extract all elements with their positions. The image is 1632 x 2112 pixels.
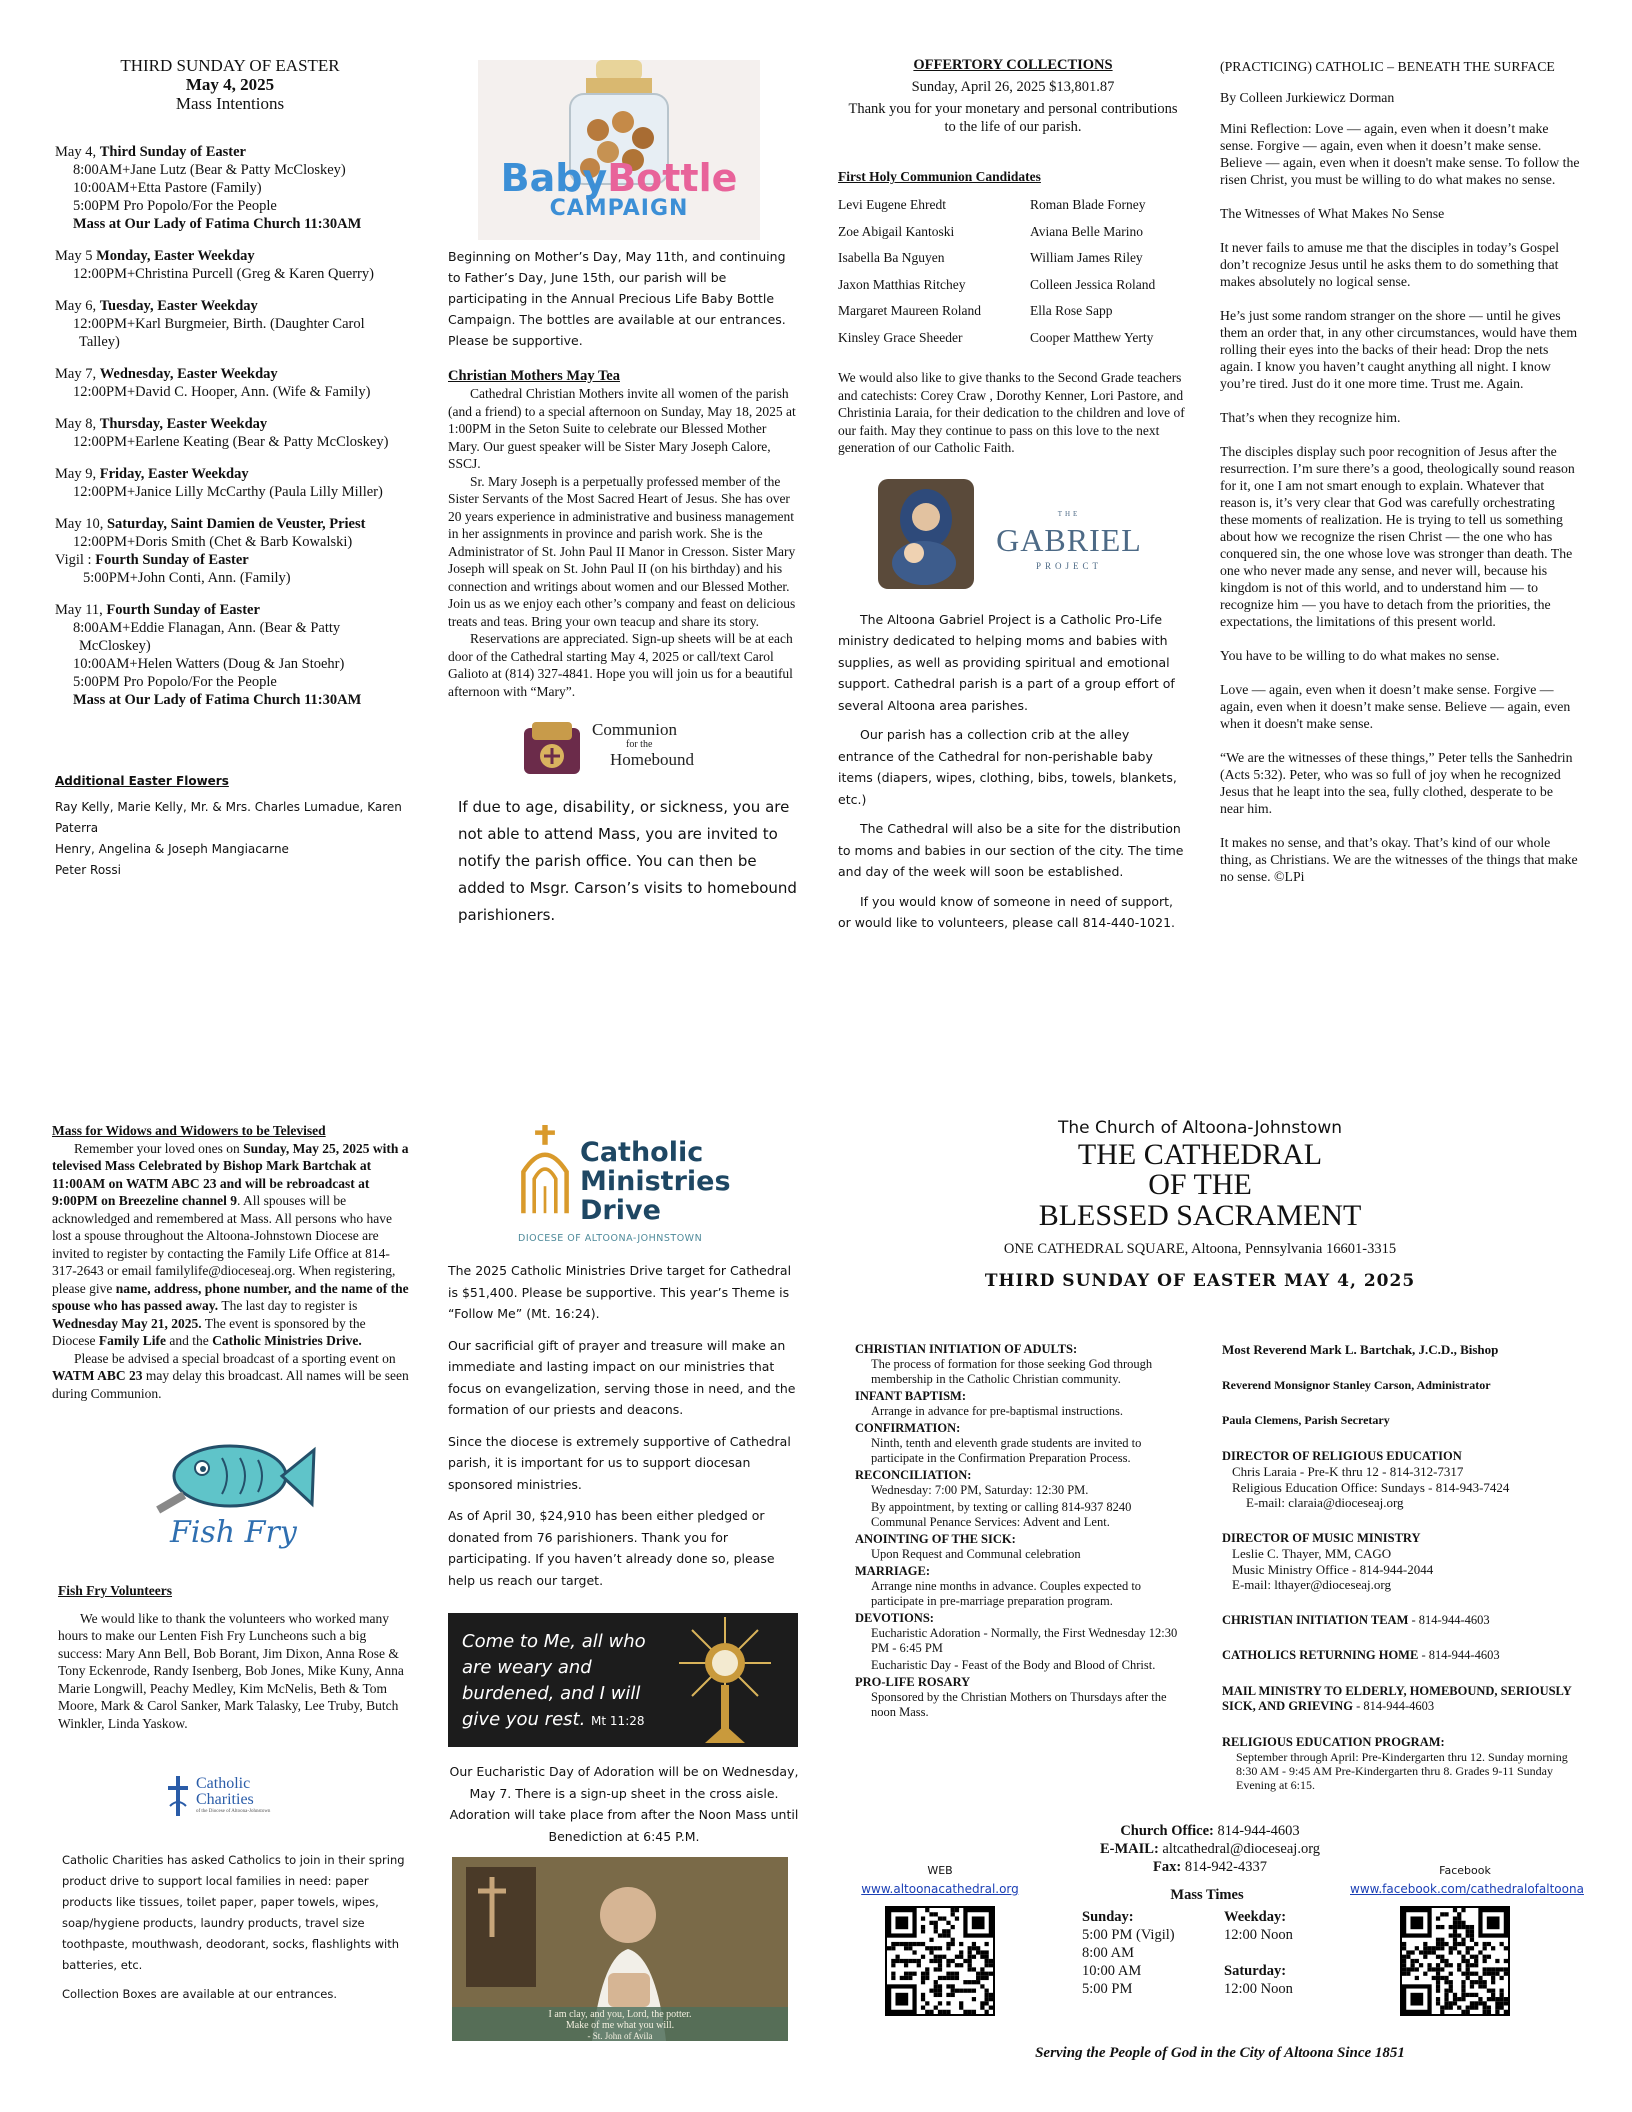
intention-day-name: Third Sunday of Easter [99,144,246,160]
intention-day [55,143,405,161]
email-line [1050,1840,1370,1858]
reflection-title: (PRACTICING) CATHOLIC – BENEATH THE SURFACE [1220,59,1555,74]
reflection-paragraph: It makes no sense, and that’s okay. That’s kind of our whole thing, as Christians. We are the witnesses of the things that make no sense. ©LPi [1220,835,1578,884]
ministries-line3: Drive [580,1195,661,1226]
intention-line: 5:00PM+John Conti, Ann. (Family) [83,570,291,586]
charities-text: Catholic Charities has asked Catholics to join in their spring product drive to support local families in need: paper products like tissues, toilet paper, paper towels, wipes, soap/hygiene products, laundry products, travel size toothpaste, mouthwash, deodorant, socks, flashlights with batteries, etc. [62,1853,405,1972]
ministries-p2: Our sacrificial gift of prayer and treasure will make an immediate and lasting impact on our ministries that focus on evangelization, serving those in need, and the formation of our priests and deacons. [448,1337,796,1417]
widows-text-bold: WATM ABC 23 [52,1368,143,1383]
widows-text [52,1140,412,1350]
footer-tagline: Serving the People of God in the City of Altoona Since 1851 [1035,2045,1405,2061]
offertory-amount: Sunday, April 26, 2025 $13,801.87 [911,79,1115,95]
sacrament-line: Ninth, tenth and eleventh grade students are invited to participate in the Confirmation Preparation Process. [871,1436,1142,1465]
music-line: Music Ministry Office - 814-944-2044 [1232,1561,1434,1577]
office-line [1050,1822,1370,1840]
intention-line: 12:00PM+Janice Lilly McCarthy (Paula Lilly Miller) [73,484,383,500]
sunday-time: 10:00 AM [1082,1963,1142,1979]
sacrament-line: Arrange in advance for pre-baptismal instructions. [871,1404,1123,1418]
homebound-line3: Homebound [610,750,695,769]
cross-icon [168,1776,188,1816]
intention-day-name: Thursday, Easter Weekday [99,416,268,432]
cathedral-masthead [850,1118,1580,1290]
reflection-body [1220,120,1580,885]
widows-text-part: The last day to register is [218,1298,358,1313]
intention-line: 5:00PM Pro Popolo/For the People [73,674,277,690]
charities-text-2: Collection Boxes are available at our entrances. [62,1987,338,2001]
ministries-p1: The 2025 Catholic Ministries Drive target for Cathedral is $51,400. Please be supportive. This year’s Theme is “Follow Me” (Mt. 16:24). [448,1263,792,1321]
rep-line: September through April: Pre-Kindergarten thru 12. Sunday morning 8:30 AM - 9:45 AM Pre-Kindergarten thru 8. Grades 9-11 Sunday Evening at 6:15. [1236,1750,1568,1792]
intentions-date: May 4, 2025 [185,75,275,94]
facebook-label: Facebook [1439,1864,1491,1877]
intention-entry [55,365,405,401]
charities-line2: Charities [196,1791,254,1808]
intentions-subheading: Mass Intentions [175,94,285,113]
communion-candidates [838,168,1188,457]
candidate-name: Levi Eugene Ehredt [838,197,946,212]
facebook-qr-block [1350,1862,1584,2016]
ministries-p3: Since the diocese is extremely supportive of Cathedral parish, it is important for us to support diocesan sponsored ministries. [448,1433,791,1492]
dre-line: E-mail: claraia@dioceseaj.org [1246,1495,1404,1510]
gabriel-p3: The Cathedral will also be a site for the distribution to moms and babies in our section of the city. The time and day of the week will soon be established. [838,821,1184,879]
adoration-text: Our Eucharistic Day of Adoration will be on Wednesday, May 7. There is a sign-up sheet in the cross aisle. Adoration will take place from after the Noon Mass until Benediction at 6:45 P.M. [449,1764,799,1844]
sacrament-line: Sponsored by the Christian Mothers on Thursdays after the noon Mass. [871,1690,1167,1719]
sacrament-line: Wednesday: 7:00 PM, Saturday: 12:30 PM. [871,1483,1089,1497]
intention-day [55,365,405,383]
sacrament-label: INFANT BAPTISM: [855,1389,967,1403]
adoration-banner [448,1613,798,1747]
intention-line: 12:00PM+Earlene Keating (Bear & Patty McCloskey) [73,434,389,450]
widows-text-part: The event is sponsored by the Diocese [52,1315,366,1348]
intention-line: 5:00PM Pro Popolo/For the People [73,198,277,214]
candidate-name: Margaret Maureen Roland [838,303,981,318]
intention-bold-line: Mass at Our Lady of Fatima Church 11:30AM [73,216,362,232]
widows-text-part: Please be advised a special broadcast of a sporting event on [74,1350,396,1366]
gabriel-project: PROJECT [1035,560,1102,571]
fish-fry-heading: Fish Fry Volunteers [58,1583,173,1598]
reflection-paragraph: The disciples display such poor recognition of Jesus after the resurrection. I’m sure there’s a good, theologically sound reason for it, one I am not smart enough to explain. Whatever that reason is, it’s very clear that God was carefully orchestrating these moments of realization. He is trying to tell us something about how we recognize the risen Christ — the one who has conquered sin, the one whose love was stronger than death. The one who never made any sense, and never will, because his kingdom is not of this world, and to understand him — to recognize him — you have to detach from the priorities, the expectations, the limitations of this present world. [1220,444,1575,629]
dre-line: Religious Education Office: Sundays - 814-943-7424 [1232,1479,1510,1495]
staff-directory [1222,1342,1582,1792]
cathedral-name2: OF THE [1148,1168,1252,1201]
gabriel-name: GABRIEL [996,521,1142,558]
catholic-charities-logo [168,1776,328,1822]
intention-line: 10:00AM+Etta Pastore (Family) [73,180,262,196]
reflection-paragraph: You have to be willing to do what makes no sense. [1220,648,1500,663]
gabriel-the: THE [1057,509,1081,518]
candidate-name: Cooper Matthew Yerty [1030,329,1154,345]
cathedral-name3: BLESSED SACRAMENT [1038,1199,1362,1232]
crh-label: CATHOLICS RETURNING HOME [1222,1648,1419,1662]
web-label: WEB [927,1864,953,1877]
sacrament-label: MARRIAGE: [855,1564,930,1578]
rep-label: RELIGIOUS EDUCATION PROGRAM: [1222,1734,1445,1749]
cathedral-name1: THE CATHEDRAL [1077,1138,1323,1171]
email-label: E-MAIL: [1099,1841,1159,1857]
flowers-line: Peter Rossi [55,863,122,877]
intention-line: 8:00AM+Jane Lutz (Bear & Patty McCloskey) [73,162,346,178]
intention-day [55,601,405,619]
widows-text-bold: name, address, phone number, and the name of the spouse who has passed away. [52,1280,409,1313]
reflection-paragraph: He’s just some random stranger on the shore — until he gives them an order that, in any other circumstances, would have them rolling their eyes into the backs of their head: Drop the nets again. I know you haven’t caught anything all night. I know you’re tired. Just do it one more time. Trust me. Again. [1220,308,1578,391]
intention-entry [55,247,405,283]
sunday-time: 8:00 AM [1082,1945,1134,1961]
sunday-time: 5:00 PM [1082,1981,1133,1997]
cathedral-address: ONE CATHEDRAL SQUARE, Altoona, Pennsylvania 16601-3315 [1003,1241,1397,1257]
intention-entry [55,415,405,451]
sunday-label: Sunday: [1082,1909,1134,1925]
widows-text-bold: Wednesday May 21, 2025. [52,1315,202,1331]
fax-label: Fax: [1153,1859,1182,1875]
candidate-name: Jaxon Matthias Ritchey [838,276,966,292]
contact-block [1050,1822,1370,1876]
flowers-line: Henry, Angelina & Joseph Mangiacarne [55,842,289,856]
sacrament-label: CONFIRMATION: [855,1421,961,1435]
email-value: altcathedral@dioceseaj.org [1158,1841,1321,1857]
web-qr-block [860,1862,1020,2016]
intention-entry [55,143,405,233]
widows-text-bold: Sunday, May 25, 2025 with a televised Mass Celebrated by Bishop Mark Bartchak at 11:00AM on WATM ABC 23 and will be rebroadcast at 9:00PM on Breezeline channel 9 [52,1140,409,1208]
intention-entry [55,465,405,501]
mass-intentions [55,56,405,881]
logo-campaign: CAMPAIGN [549,196,689,221]
weekday-time: 12:00 Noon [1224,1927,1293,1943]
web-link[interactable]: www.altoonacathedral.org [861,1882,1019,1896]
intention-day [55,415,405,433]
widows-text-part: Remember your loved ones on [74,1140,244,1156]
mass-times-label: Mass Times [1170,1887,1244,1903]
charities-line1: Catholic [196,1775,251,1792]
widows-text-part: may delay this broadcast. All names will be seen during Communion. [52,1368,409,1401]
intention-entry [55,601,405,709]
intention-line: 10:00AM+Helen Watters (Doug & Jan Stoehr) [73,656,345,672]
weekday-label: Weekday: [1224,1909,1287,1925]
saturday-label: Saturday: [1224,1963,1287,1979]
qr-icon [1402,1908,1508,2014]
logo-bottle: Bottle [607,156,738,200]
widows-text-bold: Catholic Ministries Drive. [212,1333,362,1348]
fish-fry-text: We would like to thank the volunteers who worked many hours to make our Lenten Fish Fry Luncheons such a big success: Mary Ann Bell, Bob Borant, Jim Dixon, Anna Rose & Tony Eckenrode, Randy Isenberg, Bob Jones, Mike Kuny, Anna Marie Longwill, Peachy Medley, Kim McNelis, Beth & Tom Moore, Mark & Carol Sanker, Mark Talasky, Lee Truby, Butch Winkler, Linda Yaskow. [58,1610,404,1731]
mail-ministry-line [1222,1684,1582,1715]
fish-fry-logo [152,1428,322,1568]
sacrament-line: Arrange nine months in advance. Couples expected to participate in pre-marriage preparation program. [871,1579,1142,1608]
ministries-p4: As of April 30, $24,910 has been either pledged or donated from 76 parishioners. Thank you for participating. If you haven’t already done so, please help us reach our target. [448,1508,775,1588]
candidate-name: Colleen Jessica Roland [1030,276,1156,292]
sacrament-line: Eucharistic Day - Feast of the Body and Blood of Christ. [871,1658,1156,1672]
reflection-paragraph: Mini Reflection: Love — again, even when it doesn’t make sense. Forgive — again, even when it doesn’t make sense. Believe — again, even when it doesn't make sense. To follow the risen Christ, you must be willing to do what makes no sense. [1220,121,1580,187]
fish-icon [152,1428,322,1528]
intention-day [55,515,405,533]
intention-day-name: Wednesday, Easter Weekday [99,366,278,382]
homebound-line2: for the [626,739,653,750]
intention-date: May 5 [55,248,97,264]
charities-line3: of the Diocese of Altoona-Johnstown [196,1809,271,1814]
baby-bottle-text: Beginning on Mother’s Day, May 11th, and continuing to Father’s Day, June 15th, our parish will be participating in the Annual Precious Life Baby Bottle Campaign. The bottles are available at our entrances. Please be supportive. [448,249,786,348]
ministries-line1: Catholic [580,1137,704,1168]
intentions-heading: THIRD SUNDAY OF EASTER [120,56,340,75]
staff-bishop: Most Reverend Mark L. Bartchak, J.C.D., Bishop [1222,1342,1499,1357]
ministries-line2: Ministries [580,1166,731,1197]
quote-line3: - St. John of Avila [587,2031,653,2041]
homebound-text: If due to age, disability, or sickness, you are not able to attend Mass, you are invited to notify the parish office. You can then be added to Msgr. Carson’s visits to homebound parishioners. [458,798,797,924]
madonna-icon [878,479,974,589]
candidates-left [838,192,1030,351]
gabriel-p2: Our parish has a collection crib at the alley entrance of the Cathedral for non-perishable baby items (diapers, wipes, clothing, bibs, towels, blankets, etc.) [838,727,1177,807]
reflection-byline: By Colleen Jurkiewicz Dorman [1220,90,1395,105]
intention-date: May 10, [55,516,107,532]
intention-date: May 11, [55,602,107,618]
cit-line [1222,1613,1582,1629]
dre-line: Chris Laraia - Pre-K thru 12 - 814-312-7317 [1232,1464,1464,1479]
intention-date: May 8, [55,416,100,432]
candidate-name: Aviana Belle Marino [1030,223,1143,239]
intention-date: May 6, [55,298,100,314]
reflection-paragraph: It never fails to amuse me that the disciples in today’s Gospel don’t recognize Jesus until he asks them to do something that makes absolutely no logical sense. [1220,240,1560,289]
sacraments [855,1342,1185,1722]
mothers-tea [448,367,798,700]
sacrament-label: ANOINTING OF THE SICK: [855,1532,1016,1546]
intention-line: 12:00PM+Doris Smith (Chet & Barb Kowalski) [73,534,353,550]
sacrament-line: The process of formation for those seeking God through membership in the Catholic Christian community. [871,1357,1153,1386]
intention-line: 12:00PM+Karl Burgmeier, Birth. (Daughter Carol Talley) [73,316,365,350]
intention-day-name: Saturday, Saint Damien de Veuster, Priest [106,516,366,532]
office-label: Church Office: [1120,1823,1214,1839]
date-banner: THIRD SUNDAY OF EASTER MAY 4, 2025 [984,1271,1416,1291]
reflection-paragraph: Love — again, even when it doesn’t make sense. Forgive — again, even when it doesn’t make sense. Believe — again, even when it doesn't make sense. [1220,682,1571,731]
church-arch-icon [518,1124,572,1216]
sunday-time: 5:00 PM (Vigil) [1082,1927,1175,1943]
candidates-heading: First Holy Communion Candidates [838,169,1041,184]
reflection [1220,58,1580,902]
cit-label: CHRISTIAN INITIATION TEAM [1222,1612,1409,1627]
intention-entry [55,515,405,587]
office-phone: 814-944-4603 [1213,1823,1300,1839]
crh-phone: - 814-944-4603 [1418,1648,1500,1662]
intention-date: May 7, [55,366,100,382]
crh-line [1222,1648,1582,1664]
widows-text-2 [52,1350,412,1403]
candidate-name: Ella Rose Sapp [1030,303,1113,318]
widows-text-part: and the [165,1333,213,1348]
widows-text-part: . All spouses will be acknowledged and remembered at Mass. All persons who have lost a spouse throughout the Altoona-Johnstown Diocese are invited to register by contacting the Family Life Office at 814-317-2643 or email familylife@dioceseaj.org. When registering, please give [52,1193,396,1296]
offertory-thanks: Thank you for your monetary and personal contributions to the life of our parish. [848,101,1178,135]
vigil-line [55,551,405,569]
fish-fry-logo-text: Fish Fry [170,1515,297,1550]
intention-bold-line: Mass at Our Lady of Fatima Church 11:30AM [73,692,362,708]
quote-line1: I am clay, and you, Lord, the potter. [548,2009,692,2020]
music-line: E-mail: lthayer@dioceseaj.org [1232,1577,1392,1592]
sacrament-line: Eucharistic Adoration - Normally, the First Wednesday 12:30 PM - 6:45 PM [871,1626,1178,1655]
candidate-name: Kinsley Grace Sheeder [838,329,963,345]
mass-times [1082,1886,1382,1998]
widows-heading: Mass for Widows and Widowers to be Televised [52,1123,326,1138]
mail-phone: - 814-944-4603 [1352,1699,1435,1713]
vigil-label: Vigil : [55,552,96,568]
baby-bottle-logo [478,60,760,240]
flowers-heading: Additional Easter Flowers [55,774,229,788]
monstrance-icon [660,1613,790,1747]
candidates-thanks: We would also like to give thanks to the Second Grade teachers and catechists: Corey Craw , Dorothy Kenner, Lori Pastore, and Christinia Laraia, for their dedication to the children and love of our faith. May they continue to pass on this love to the next generation of our Catholic Faith. [838,370,1185,455]
sacraments-list [855,1342,1185,1720]
column-two-bottom [448,1124,800,2041]
flowers-line: Ray Kelly, Marie Kelly, Mr. & Mrs. Charles Lumadue, Karen Paterra [55,800,402,835]
candidate-name: William James Riley [1030,250,1143,265]
column-three-top [838,56,1188,934]
tea-p3: Reservations are appreciated. Sign-up sheets will be at each door of the Cathedral starting May 4, 2025 or call/text Carol Galioto at (814) 327-4841. Hope you will join us for a beautiful afternoon with “Mary”. [448,631,793,699]
facebook-link[interactable]: www.facebook.com/cathedralofaltoona [1350,1882,1584,1896]
intention-day-name: Fourth Sunday of Easter [106,602,260,618]
quote-line2: Make of me what you will. [565,2020,675,2031]
ministries-drive-logo [518,1124,748,1244]
logo-baby: Baby [500,156,608,200]
facebook-qr-code[interactable] [1400,1906,1510,2016]
church-line: The Church of Altoona-Johnstown [1057,1118,1343,1138]
cit-phone: - 814-944-4603 [1408,1612,1490,1627]
intention-day-name: Tuesday, Easter Weekday [99,298,258,314]
candidates-right [1030,192,1155,351]
candidate-name: Isabella Ba Nguyen [838,250,945,265]
intentions-list [55,143,405,709]
tea-p2: Sr. Mary Joseph is a perpetually professed member of the Sister Servants of the Most Sacred Heart of Jesus. She has over 20 years experience in administrative and business management in her assignments in province and parish work. She is the Administrator of St. John Paul II Manor in Cresson. Sister Mary Joseph will speak on St. John Paul II (on his birthday) and his connection and writings about women and our Blessed Mother. Join us as we enjoy each other’s company and feast on delicious treats and teas. Bring your own teacup and share its story. [448,473,796,629]
offertory-heading: OFFERTORY COLLECTIONS [913,57,1113,73]
mail-label: MAIL MINISTRY TO ELDERLY, HOMEBOUND, SERIOUSLY SICK, AND GRIEVING [1222,1683,1572,1713]
music-line: Leslie C. Thayer, MM, CAGO [1232,1546,1392,1561]
gabriel-logo [878,479,1148,589]
reflection-paragraph: The Witnesses of What Makes No Sense [1220,206,1445,221]
sacrament-label: CHRISTIAN INITIATION OF ADULTS: [855,1342,1078,1356]
fax-value: 814-942-4337 [1181,1859,1267,1875]
column-one-bottom [52,1122,412,2005]
staff-administrator: Reverend Monsignor Stanley Carson, Administrator [1222,1377,1491,1392]
sacrament-label: PRO-LIFE ROSARY [855,1675,971,1689]
reflection-paragraph: “We are the witnesses of these things,” Peter tells the Sanhedrin (Acts 5:32). Peter, who was so full of joy when he recognized Jesus that he leapt into the sea, fully clothed, desperate to be near him. [1220,750,1573,816]
intention-day [55,465,405,483]
intention-day [55,247,405,265]
gabriel-p1: The Altoona Gabriel Project is a Catholic Pro-Life ministry dedicated to helping moms and babies with supplies, as well as providing spiritual and emotional support. Cathedral parish is a part of a group effort of several Altoona area parishes. [838,611,1175,713]
column-two-top [448,60,798,929]
qr-icon [887,1908,993,2014]
web-qr-code[interactable] [885,1906,995,2016]
candidate-name: Roman Blade Forney [1030,197,1146,212]
intention-day-name: Friday, Easter Weekday [99,466,249,482]
widows-text-bold: Family Life [98,1333,166,1348]
fax-line [1050,1858,1370,1876]
intention-date: May 4, [55,144,100,160]
banner-ref: Mt 11:28 [591,1714,645,1728]
tea-heading: Christian Mothers May Tea [448,368,620,384]
saturday-time: 12:00 Noon [1224,1981,1293,1997]
intention-day [55,297,405,315]
intention-date: May 9, [55,466,100,482]
sacrament-line: Upon Request and Communal celebration [871,1547,1081,1561]
reflection-paragraph: That’s when they recognize him. [1220,410,1401,425]
candidate-name: Zoe Abigail Kantoski [838,223,955,239]
easter-flowers [55,773,405,881]
intention-line: 12:00PM+Christina Purcell (Greg & Karen Querry) [73,266,374,282]
offertory [838,56,1188,136]
gabriel-p4: If you would know of someone in need of support, or would like to volunteers, please call 814-440-1021. [838,893,1176,930]
intention-line: 8:00AM+Eddie Flanagan, Ann. (Bear & Patty McCloskey) [73,620,341,654]
dre-label: DIRECTOR OF RELIGIOUS EDUCATION [1222,1448,1462,1463]
tea-p1: Cathedral Christian Mothers invite all women of the parish (and a friend) to a special afternoon on Sunday, May 18, 2025 at 1:00PM in the Seton Suite to celebrate our Blessed Mother Mary. Our guest speaker will be Sister Mary Joseph Calore, SSCJ. [448,386,796,471]
sacrament-line: By appointment, by texting or calling 814-937 8240 Communal Penance Services: Advent and Lent. [871,1500,1132,1529]
sacrament-label: DEVOTIONS: [855,1611,934,1625]
intention-line: 12:00PM+David C. Hooper, Ann. (Wife & Family) [73,384,371,400]
sacrament-label: RECONCILIATION: [855,1468,972,1482]
intention-entry [55,297,405,351]
vigil-day: Fourth Sunday of Easter [95,552,249,568]
homebound-logo [518,714,748,784]
staff-secretary: Paula Clemens, Parish Secretary [1222,1413,1390,1427]
ministries-sub: DIOCESE OF ALTOONA-JOHNSTOWN [518,1233,703,1244]
banner-text: Come to Me, all who are weary and burdened, and I will give you rest. [462,1631,646,1730]
intention-day-name: Monday, Easter Weekday [96,248,255,264]
homebound-line1: Communion [592,720,678,739]
st-john-image [452,1857,788,2041]
music-label: DIRECTOR OF MUSIC MINISTRY [1222,1530,1421,1545]
pyx-icon [518,714,588,784]
